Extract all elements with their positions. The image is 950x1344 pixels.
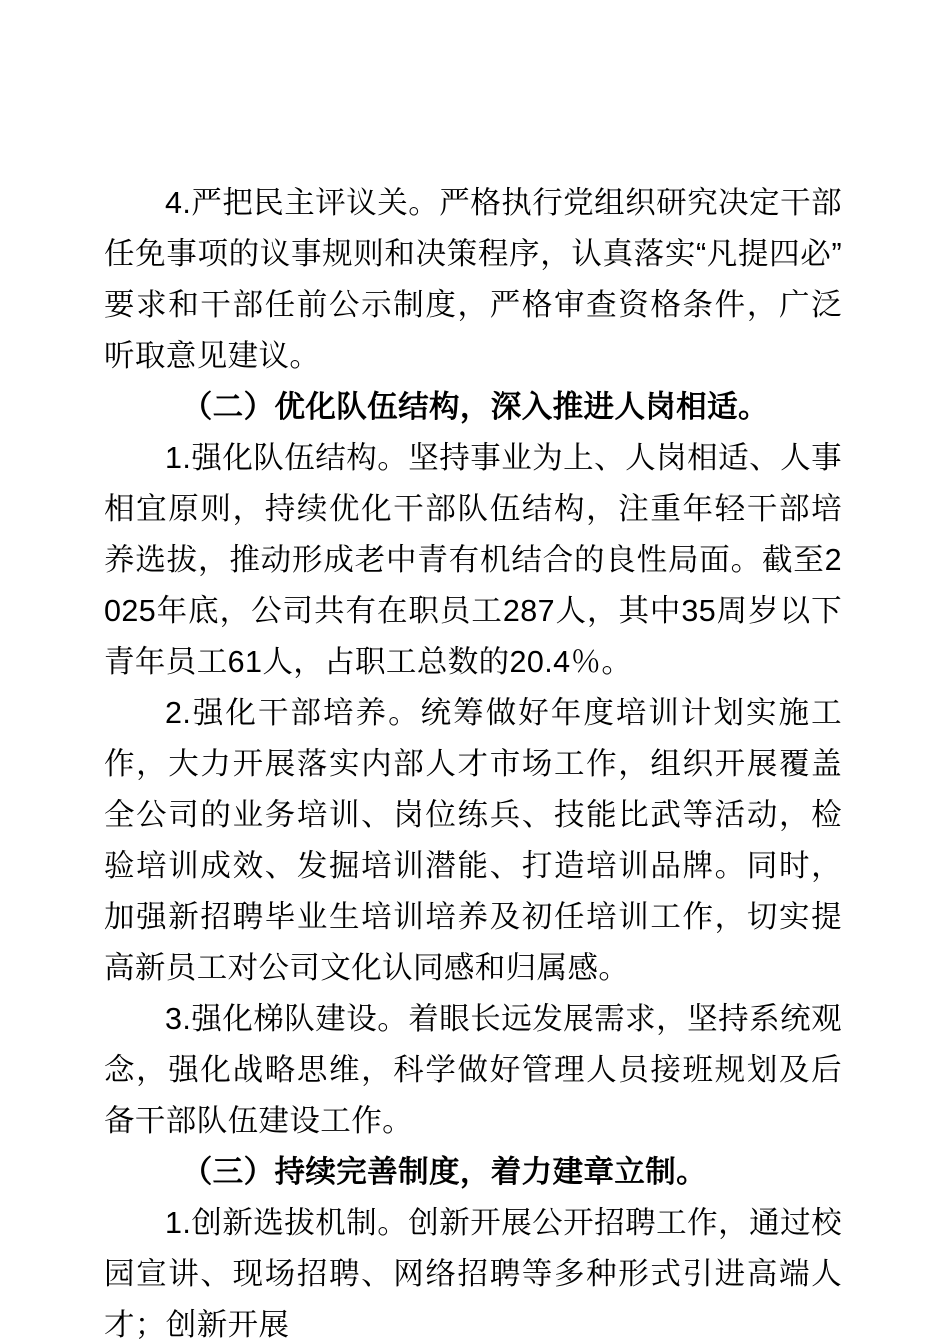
paragraph-strengthen-team-structure: 1.强化队伍结构。坚持事业为上、人岗相适、人事相宜原则，持续优化干部队伍结构，注重年轻干部培养选拔，推动形成老中青有机结合的良性局面。截至2025年底，公司共有在职员工287人，其中35周岁以下青年员工61人，占职工总数的20.4％。 <box>104 441 842 679</box>
document-text-column <box>104 178 842 1344</box>
paragraph-innovate-selection-mechanism: 1.创新选拔机制。创新开展公开招聘工作，通过校园宣讲、现场招聘、网络招聘等多种形式引进高端人才；创新开展 <box>104 1206 842 1342</box>
heading-section-two: （二）优化队伍结构，深入推进人岗相适。 <box>181 390 769 424</box>
paragraph-strengthen-echelon-building: 3.强化梯队建设。着眼长远发展需求，坚持系统观念，强化战略思维，科学做好管理人员接班规划及后备干部队伍建设工作。 <box>104 1002 842 1138</box>
paragraph-strict-democratic-review: 4.严把民主评议关。严格执行党组织研究决定干部任免事项的议事规则和决策程序，认真落实“凡提四必”要求和干部任前公示制度，严格审查资格条件，广泛听取意见建议。 <box>104 186 842 373</box>
paragraph-strengthen-cadre-training: 2.强化干部培养。统筹做好年度培训计划实施工作，大力开展落实内部人才市场工作，组织开展覆盖全公司的业务培训、岗位练兵、技能比武等活动，检验培训成效、发掘培训潜能、打造培训品牌。同时，加强新招聘毕业生培训培养及初任培训工作，切实提高新员工对公司文化认同感和归属感。 <box>104 696 842 985</box>
heading-section-three: （三）持续完善制度，着力建章立制。 <box>181 1155 708 1189</box>
